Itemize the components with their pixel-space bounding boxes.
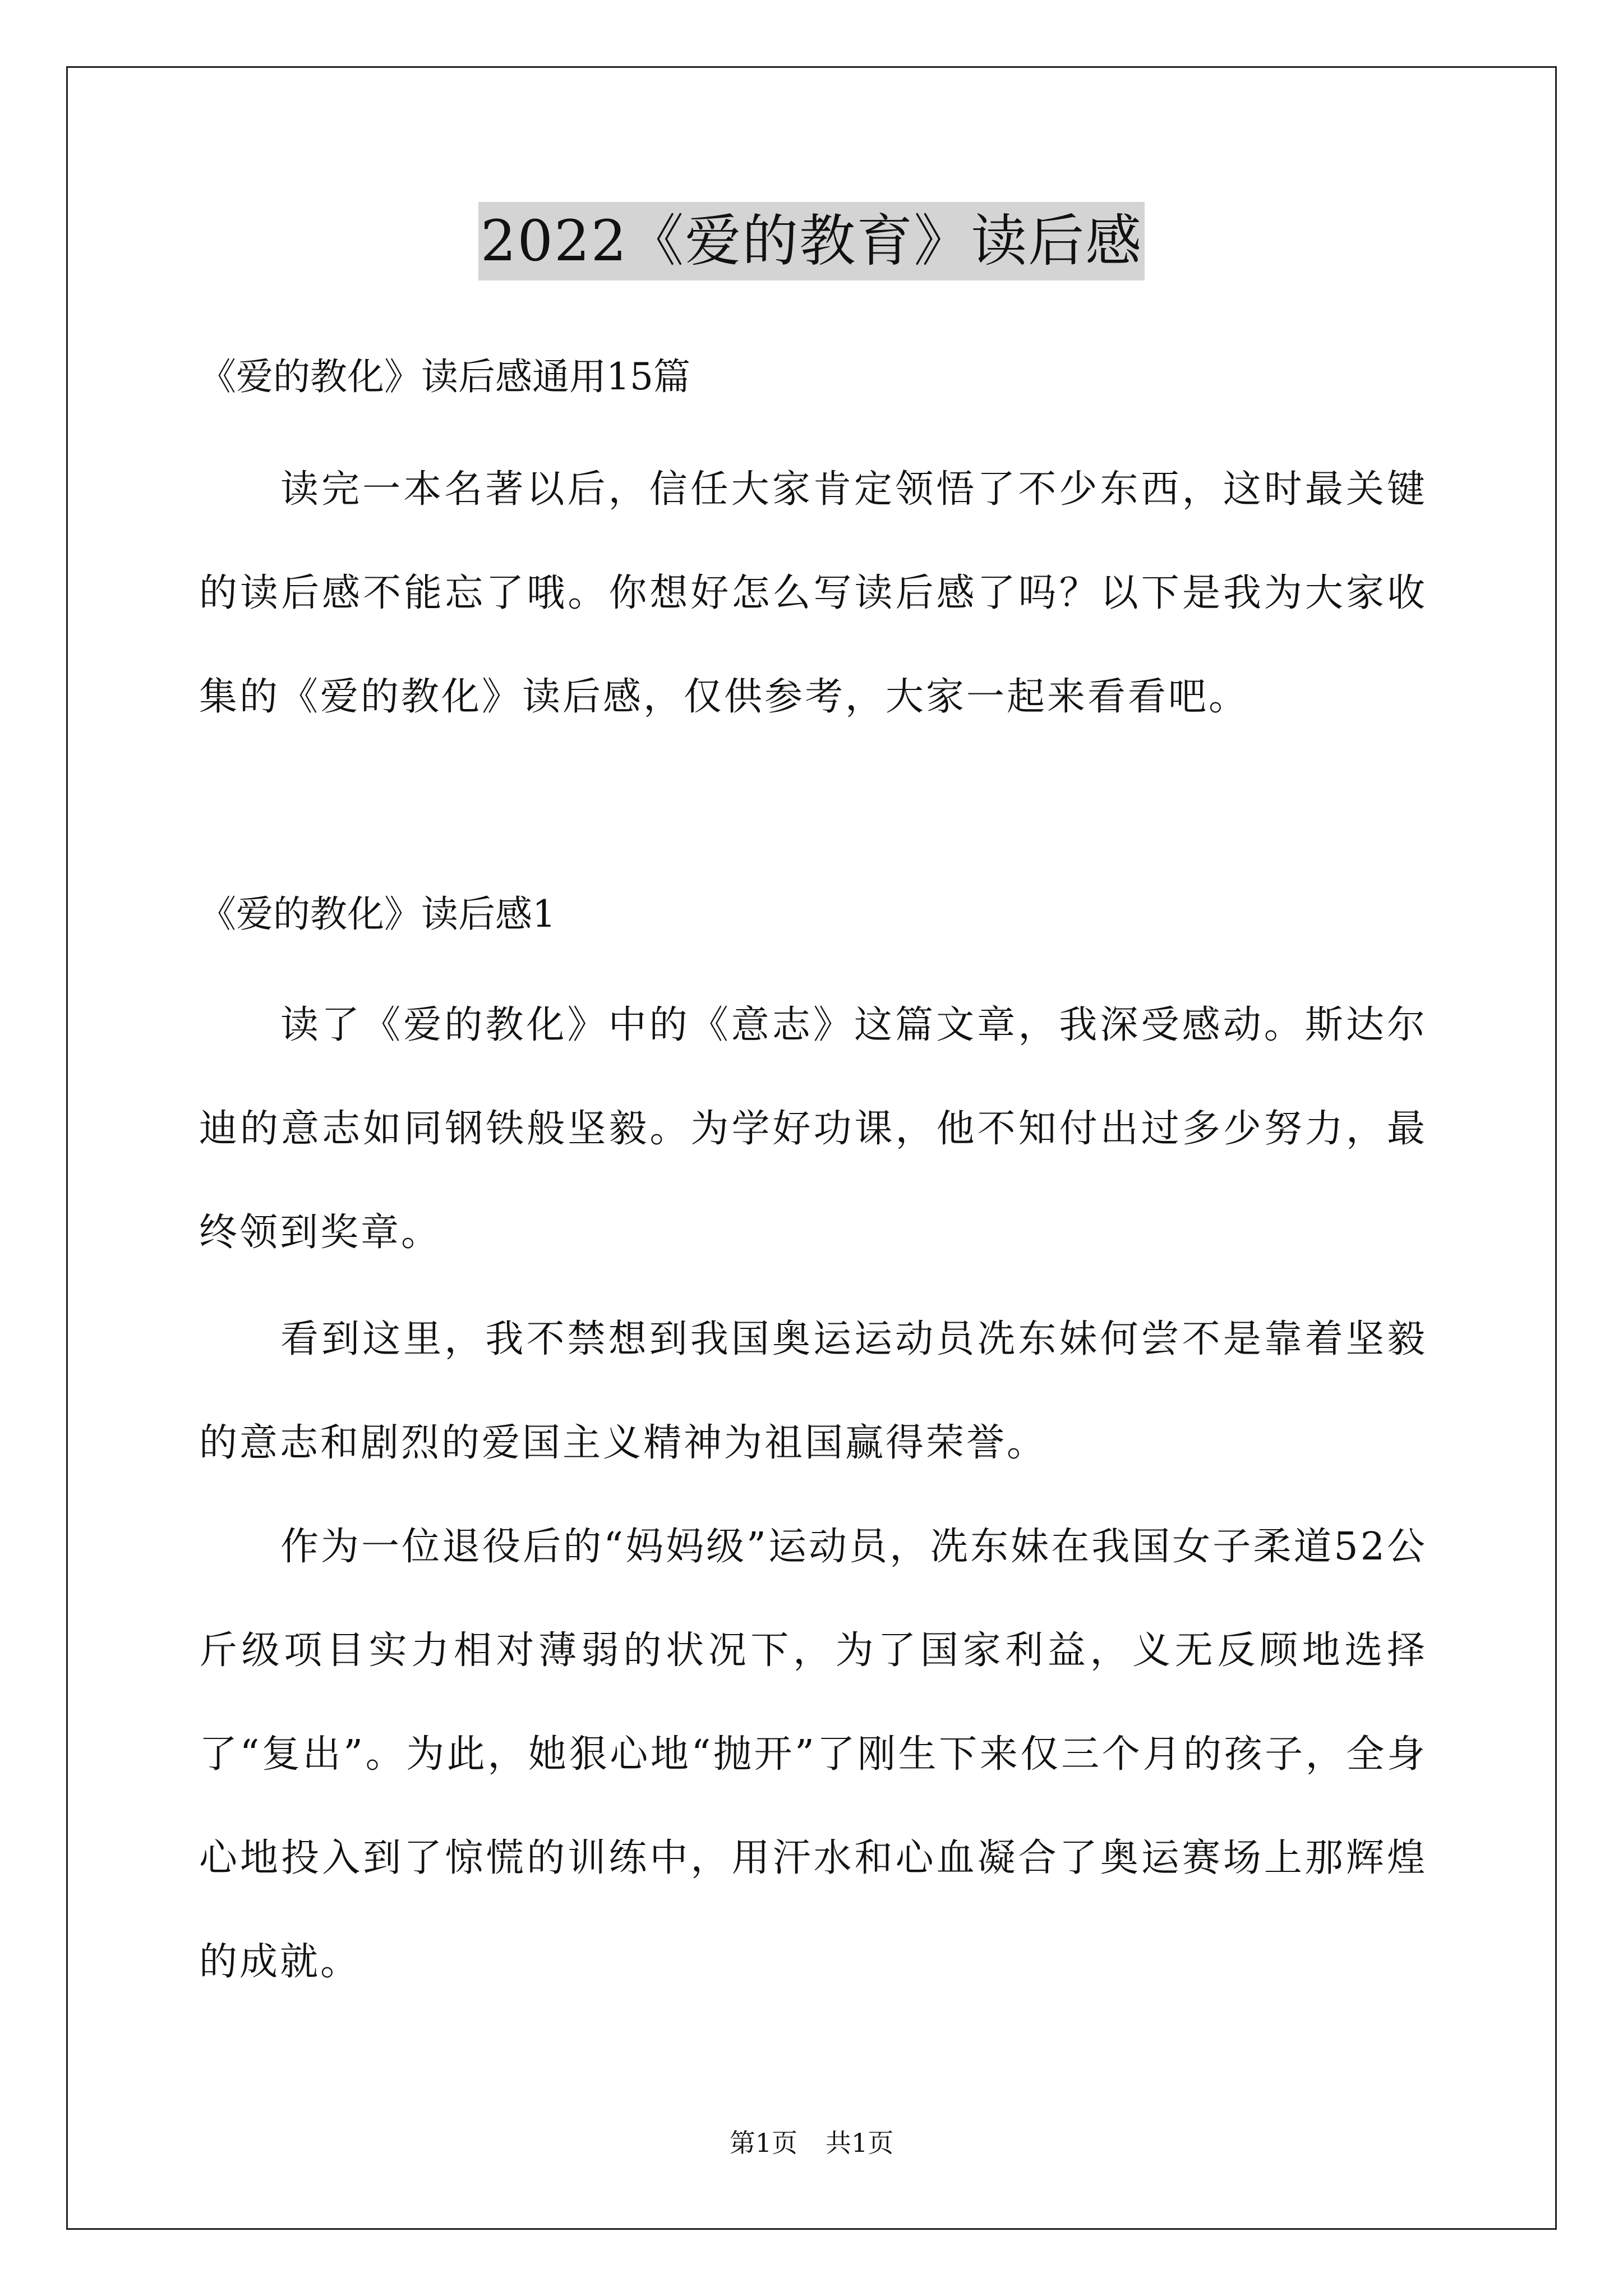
document-title: 2022《爱的教育》读后感: [478, 202, 1145, 280]
intro-paragraph: 读完一本名著以后，信任大家肯定领悟了不少东西，这时最关键的读后感不能忘了哦。你想好怎么写读后感了吗？以下是我为大家收集的《爱的教化》读后感，仅供参考，大家一起来看看吧。: [199, 467, 1427, 719]
page-number-total: 共1页: [826, 2128, 894, 2158]
title-container: [0, 202, 1623, 280]
page-footer: [0, 2126, 1623, 2160]
document-subtitle: 《爱的教化》读后感通用15篇: [199, 355, 690, 398]
body-paragraph-1: 读了《爱的教化》中的《意志》这篇文章，我深受感动。斯达尔迪的意志如同钢铁般坚毅。为学好功课，他不知付出过多少努力，最终领到奖章。: [199, 1003, 1427, 1255]
section-heading: 《爱的教化》读后感1: [199, 892, 556, 936]
body-paragraph-2: 看到这里，我不禁想到我国奥运运动员冼东妹何尝不是靠着坚毅的意志和剧烈的爱国主义精神为祖国赢得荣誉。: [199, 1317, 1427, 1465]
page-number-current: 第1页: [729, 2128, 797, 2158]
body-paragraph-3: 作为一位退役后的“妈妈级”运动员，冼东妹在我国女子柔道52公斤级项目实力相对薄弱的状况下，为了国家利益，义无反顾地选择了“复出”。为此，她狠心地“抛开”了刚生下来仅三个月的孩子，全身心地投入到了惊慌的训练中，用汗水和心血凝合了奥运赛场上那辉煌的成就。: [199, 1525, 1427, 1984]
